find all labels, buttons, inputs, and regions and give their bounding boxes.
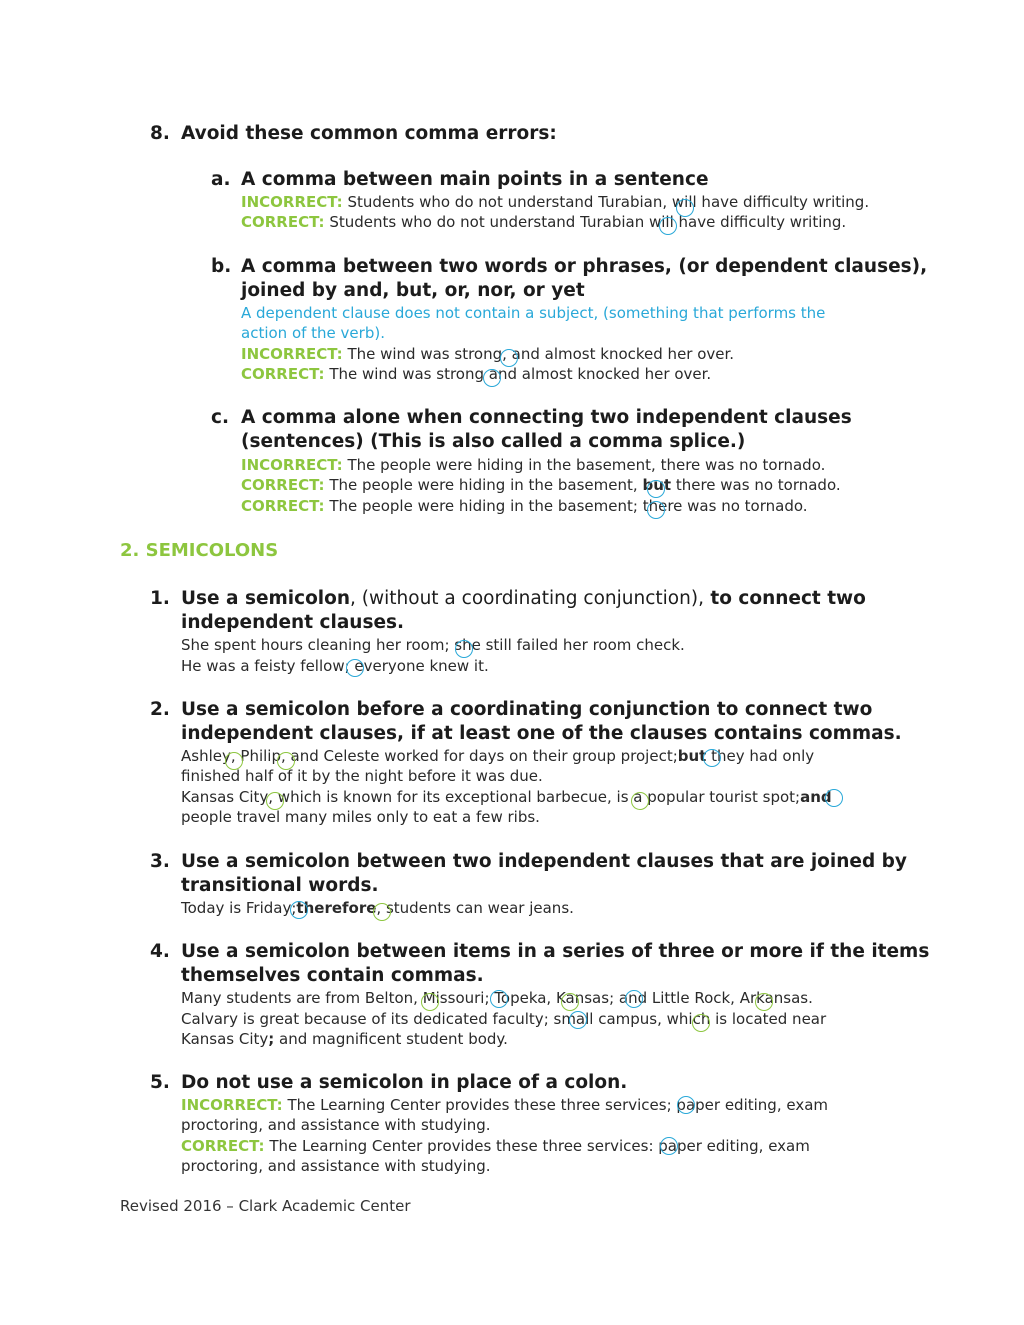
- rule-5-incorrect-cont: proctoring, and assistance with studying.: [181, 1116, 491, 1134]
- highlight-circle: [625, 990, 643, 1008]
- highlight-circle: [677, 1096, 695, 1114]
- highlight-circle: [647, 501, 665, 519]
- item-b-correct: CORRECT: The wind was strong and almost knocked her over.: [241, 365, 712, 383]
- highlight-circle: [569, 1011, 587, 1029]
- item-letter-c: c.: [211, 407, 229, 428]
- highlight-circle: [659, 217, 677, 235]
- item-a-correct: CORRECT: Students who do not understand Turabian will have difficulty writing.: [241, 213, 847, 231]
- rule-1-line2: independent clauses.: [181, 612, 405, 633]
- rule-5-number: 5.: [150, 1072, 170, 1093]
- item-letter-a: a.: [211, 169, 231, 190]
- highlight-circle-green: [373, 903, 391, 921]
- rule-5-correct: CORRECT: The Learning Center provides these three services: paper editing, exam: [181, 1137, 810, 1155]
- item-b-title-line1: A comma between two words or phrases, (or dependent clauses),: [241, 256, 928, 277]
- highlight-circle-green: [266, 792, 284, 810]
- item-b-title-line2: joined by and, but, or, nor, or yet: [241, 280, 585, 301]
- highlight-circle-green: [755, 993, 773, 1011]
- semicolons-heading: 2. SEMICOLONS: [120, 540, 279, 561]
- highlight-circle: [676, 199, 694, 217]
- rule-1-number: 1.: [150, 588, 170, 609]
- highlight-circle-green: [561, 993, 579, 1011]
- rule-2-line1: Use a semicolon before a coordinating conjunction to connect two: [181, 699, 873, 720]
- item-c-correct-1: CORRECT: The people were hiding in the basement, but there was no tornado.: [241, 476, 841, 494]
- rule-2-line2: independent clauses, if at least one of the clauses contains commas.: [181, 723, 902, 744]
- highlight-circle: [346, 659, 364, 677]
- highlight-circle: [290, 901, 308, 919]
- rule-5-correct-cont: proctoring, and assistance with studying.: [181, 1157, 491, 1175]
- item-c-correct-2: CORRECT: The people were hiding in the basement; there was no tornado.: [241, 497, 808, 515]
- rule-3-line2: transitional words.: [181, 875, 379, 896]
- highlight-circle-green: [421, 993, 439, 1011]
- highlight-circle: [455, 640, 473, 658]
- item-b-note-line2: action of the verb).: [241, 324, 385, 342]
- highlight-circle: [660, 1137, 678, 1155]
- item-a-incorrect: INCORRECT: Students who do not understand Turabian, will have difficulty writing.: [241, 193, 870, 211]
- rule-1-example-1: She spent hours cleaning her room; she still failed her room check.: [181, 636, 685, 654]
- highlight-circle-green: [692, 1014, 710, 1032]
- rule-4-example-1: Many students are from Belton, Missouri; Topeka, Kansas; and Little Rock, Arkansas.: [181, 989, 813, 1007]
- section-number: 8.: [150, 123, 170, 144]
- highlight-circle: [500, 349, 518, 367]
- highlight-circle-green: [631, 792, 649, 810]
- rule-2-example-4: people travel many miles only to eat a few ribs.: [181, 808, 540, 826]
- rule-3-example: Today is Friday;therefore, students can wear jeans.: [181, 899, 574, 917]
- rule-2-example-3: Kansas City, which is known for its exceptional barbecue, is a popular tourist spot;and: [181, 788, 832, 806]
- footer: Revised 2016 – Clark Academic Center: [120, 1197, 411, 1215]
- highlight-circle: [703, 749, 721, 767]
- rule-4-number: 4.: [150, 941, 170, 962]
- rule-4-line2: themselves contain commas.: [181, 965, 484, 986]
- rule-3-line1: Use a semicolon between two independent clauses that are joined by: [181, 851, 907, 872]
- highlight-circle: [825, 789, 843, 807]
- rule-2-example-2: finished half of it by the night before it was due.: [181, 767, 543, 785]
- rule-2-number: 2.: [150, 699, 170, 720]
- item-c-incorrect: INCORRECT: The people were hiding in the basement, there was no tornado.: [241, 456, 826, 474]
- section-title: Avoid these common comma errors:: [181, 123, 557, 144]
- rule-2-example-1: Ashley, Philip, and Celeste worked for days on their group project;but they had only: [181, 747, 815, 765]
- highlight-circle-green: [277, 752, 295, 770]
- item-b-note-line1: A dependent clause does not contain a subject, (something that performs the: [241, 304, 826, 322]
- item-c-title-line1: A comma alone when connecting two independent clauses: [241, 407, 852, 428]
- rule-5-incorrect: INCORRECT: The Learning Center provides these three services; paper editing, exam: [181, 1096, 828, 1114]
- item-a-title: A comma between main points in a sentence: [241, 169, 709, 190]
- highlight-circle: [647, 480, 665, 498]
- rule-4-example-2: Calvary is great because of its dedicated faculty; small campus, which is located near: [181, 1010, 827, 1028]
- highlight-circle: [483, 369, 501, 387]
- item-c-title-line2: (sentences) (This is also called a comma splice.): [241, 431, 746, 452]
- rule-1-example-2: He was a feisty fellow; everyone knew it.: [181, 657, 489, 675]
- rule-4-line1: Use a semicolon between items in a series of three or more if the items: [181, 941, 930, 962]
- rule-1-line1: Use a semicolon, (without a coordinating conjunction), to connect two: [181, 588, 866, 609]
- item-b-incorrect: INCORRECT: The wind was strong, and almost knocked her over.: [241, 345, 735, 363]
- highlight-circle-green: [225, 752, 243, 770]
- item-letter-b: b.: [211, 256, 232, 277]
- rule-3-number: 3.: [150, 851, 170, 872]
- highlight-circle: [490, 990, 508, 1008]
- rule-5-line1: Do not use a semicolon in place of a colon.: [181, 1072, 628, 1093]
- rule-4-example-3: Kansas City; and magnificent student body.: [181, 1030, 508, 1048]
